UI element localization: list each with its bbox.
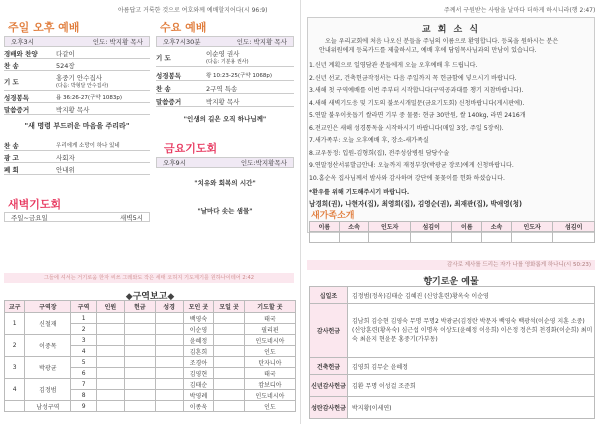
district-gyo: 2 xyxy=(5,335,25,357)
sunday-pm-row: 말씀증거 박지황 목사 xyxy=(4,104,150,115)
sunday-pm-row: 찬 송 우리에게 소망이 하나 있네 xyxy=(4,140,150,151)
district-host: 이종욱 xyxy=(183,401,214,412)
sunday-pm-row: 경배와 찬양 다같이 xyxy=(4,48,150,59)
district-host: 조경아 xyxy=(183,357,214,368)
district-host: 윤혜정 xyxy=(183,335,214,346)
sunday-pm-row: 기 도 홍중기 안수집사 (다음: 박형달 안수집사) xyxy=(4,72,150,91)
offering-row: 십일조 김정범(정옥)김태순 김혜진 (신앙훈련)황옥숙 이순영 xyxy=(310,287,595,304)
offering-row: 건축헌금 김영희 김무순 윤혜정 xyxy=(310,358,595,375)
district-prayer-place: 인도네시아 xyxy=(244,335,295,346)
wednesday-row: 기 도 이순영 권사 (다음: 기분용 권사) xyxy=(156,48,294,67)
bottom-verse-left: 그들에 셔서는 거기로움 한자 씨쓰 그레와도 작은 세태 오허지 기도계기를 원하나이테어 2:42 xyxy=(4,273,294,283)
dawn-title: 새벽기도회 xyxy=(8,198,62,211)
district-prayer-place: 탄자니아 xyxy=(244,357,295,368)
district-leader: 이중목 xyxy=(25,335,71,357)
offering-title: 향기로운 예물 xyxy=(423,277,479,287)
offering-row: 감사헌금 김남희 김승현 김영숙 무명 무명2 박광균(김정란 박문자 백영숙 백광석(이순영 지훈 소중) (신앙훈련(황옥숙) 심근섭 이명옥 이상도(윤혜정 이응희) 이은정 정은희 천경화(이순희) 최미숙 최윤지 현윤문 홍중기(가부동) xyxy=(310,304,595,358)
top-verse-right: 주께서 구원받는 사람을 날마다 더하게 하시니라(행 2:47) xyxy=(444,7,596,14)
wednesday-row: 말씀증거 박지황 목사 xyxy=(156,96,294,107)
wednesday-row: 성경봉독 왕 10:23-25(구약 1068p) xyxy=(156,70,294,81)
district-number: 7 xyxy=(71,379,97,390)
district-number: 5 xyxy=(71,357,97,368)
district-prayer-place: 태국 xyxy=(244,368,295,379)
district-leader: 신철재 xyxy=(25,313,71,335)
news-item: 9.연말정산서류발급안내: 오늘까지 재정부장(박광균 장로)에게 신청바랍니다. xyxy=(309,162,514,169)
news-item: 3.새해 첫 구역예배를 이번 주부터 시작합니다(구역공과대를 챙기 지참바랍니다). xyxy=(309,87,524,94)
district-leader: 박광균 xyxy=(25,357,71,379)
district-number: 4 xyxy=(71,346,97,357)
district-row xyxy=(5,335,296,346)
district-gyo: 3 xyxy=(5,357,25,379)
district-leader: 남성구역 xyxy=(25,401,71,412)
sunday-pm-header xyxy=(4,36,150,47)
news-item: 5.연말 불우이웃돕기 쌀라면 기부 중 물품: 현금 30만원, 쌀 140kg, 라면 2416개 xyxy=(309,112,526,119)
news-item: 7.새가족부: 오늘 오후예배 후, 장소-새가족실 xyxy=(309,137,429,144)
newcomers-row xyxy=(310,232,595,243)
sunday-pm-sermon: "새 명령 부드러운 마음을 주리라" xyxy=(24,122,130,130)
news-intro: 안내위원에게 등록카드를 제출하시고, 예배 후에 담임목사님과의 만남이 있습니다. xyxy=(319,47,537,54)
district-report-title: ◆구역보고◆ xyxy=(125,292,175,302)
district-prayer-place: 태국 xyxy=(244,313,295,324)
wednesday-title: 수요 예배 xyxy=(160,21,207,34)
district-row xyxy=(5,401,296,412)
friday-header: 오후9시 인도:박지황목사 xyxy=(156,157,294,168)
district-host: 김혼희 xyxy=(183,346,214,357)
district-row xyxy=(5,313,296,324)
newcomers-title: 새가족소개 xyxy=(311,211,355,221)
district-host: 이순영 xyxy=(183,324,214,335)
dawn-sermon: "날마다 솟는 샘물" xyxy=(197,207,253,215)
district-host: 백영숙 xyxy=(183,313,214,324)
wednesday-sermon: "인생의 길은 오직 하나님께" xyxy=(183,115,267,123)
district-number: 1 xyxy=(71,313,97,324)
right-panel xyxy=(300,0,600,424)
district-number: 9 xyxy=(71,401,97,412)
district-gyo xyxy=(5,401,25,412)
district-prayer-place: 캄보디아 xyxy=(244,379,295,390)
news-item: 8.교우동정: 입원-김형희(집), 전주성삼병원 담당수술 xyxy=(309,149,450,157)
offering-row: 신년감사헌금 김환 무명 이성걸 조준희 xyxy=(310,375,595,397)
district-number: 3 xyxy=(71,335,97,346)
prayer-request-title: *환우를 위해 기도해주시기 바랍니다. xyxy=(309,189,410,196)
sunday-pm-row: 폐 회 안내위 xyxy=(4,164,150,175)
newcomers-header: 이름 소속 인도자 섬김이 이름 소속 인도자 섬김이 xyxy=(310,222,595,232)
dawn-header: 주일~금요일 새벽5시 xyxy=(4,212,150,222)
top-verse-left: 아름답고 거룩한 것으로 여호와께 예배할지어다(시 96:9) xyxy=(118,7,268,14)
district-number: 6 xyxy=(71,368,97,379)
friday-sermon: "치유와 회복의 시간" xyxy=(194,179,256,187)
district-prayer-place: 인도 xyxy=(244,401,295,412)
district-number: 2 xyxy=(71,324,97,335)
sunday-pm-time: 오후3시 xyxy=(11,38,34,46)
district-row xyxy=(5,357,296,368)
newcomers-table xyxy=(309,221,595,243)
district-table xyxy=(4,300,296,412)
district-prayer-place: 인도네시아 xyxy=(244,390,295,401)
offering-row: 성탄감사헌금 박지황(이세연) xyxy=(310,397,595,419)
district-gyo: 4 xyxy=(5,379,25,401)
district-gyo: 1 xyxy=(5,313,25,335)
district-leader: 김정범 xyxy=(25,379,71,401)
district-prayer-place: 인도 xyxy=(244,346,295,357)
church-news-title: 교 회 소 식 xyxy=(421,25,481,35)
offering-table xyxy=(309,286,595,419)
wednesday-row: 찬 송 2구역 특송 xyxy=(156,83,294,94)
district-table-header: 교구 구역장 구역 인원 헌금 성경 모인 곳 모일 곳 기도할 곳 xyxy=(5,301,296,313)
news-item: 6.전교인은 새해 성경통독을 시작하시기 바랍니다(매일 3장, 주일 5장씩). xyxy=(309,124,504,132)
sunday-pm-title: 주일 오후 예배 xyxy=(8,21,80,34)
prayer-request-names: 남경희(권), 나현자(집), 최영희(집), 김영순(권), 최재관(집), 박애영(청) xyxy=(309,200,523,208)
friday-title: 금요기도회 xyxy=(164,142,218,155)
news-item: 10.홈순옥 집사님께서 밤사와 감사하며 강단에 꽃꽂이를 헌화 하셨습니다. xyxy=(309,174,505,182)
sunday-pm-row: 찬 송 524장 xyxy=(4,60,150,71)
sunday-pm-row: 광 고 사회자 xyxy=(4,152,150,163)
news-item: 4.새해 새벽기도응 및 기도의 불쏘시개밀문(금요기도회) 신청바랍니다(게시판에). xyxy=(309,99,525,107)
district-host: 김영현 xyxy=(183,368,214,379)
district-row xyxy=(5,379,296,390)
district-host: 김태순 xyxy=(183,379,214,390)
news-item: 2.신년 선교, 건축헌금작정서는 다음 주일까지 꼭 헌금함에 넣으시기 바랍니다. xyxy=(309,74,517,82)
offering-verse: 감사로 제사를 드리는 자가 나를 영화롭게 하나니(시 50:23) xyxy=(307,260,595,270)
district-prayer-place: 필리핀 xyxy=(244,324,295,335)
district-number: 8 xyxy=(71,390,97,401)
news-intro: 오늘 우리교회에 처음 나오신 분들을 주님의 이름으로 환영합니다. 등록을 원하시는 분은 xyxy=(325,38,559,45)
sunday-pm-preacher: 인도: 박지황 목사 xyxy=(92,38,143,46)
wednesday-header: 오후7시30분 인도: 박지황 목사 xyxy=(156,36,294,47)
news-item: 1.신년 계획으로 일영담관 분들에게 오늘 오후예배 후 드립니다. xyxy=(309,62,478,69)
district-host: 박영례 xyxy=(183,390,214,401)
sunday-pm-row: 성경봉독 욥 36:26-27(구약 1083p) xyxy=(4,92,150,103)
